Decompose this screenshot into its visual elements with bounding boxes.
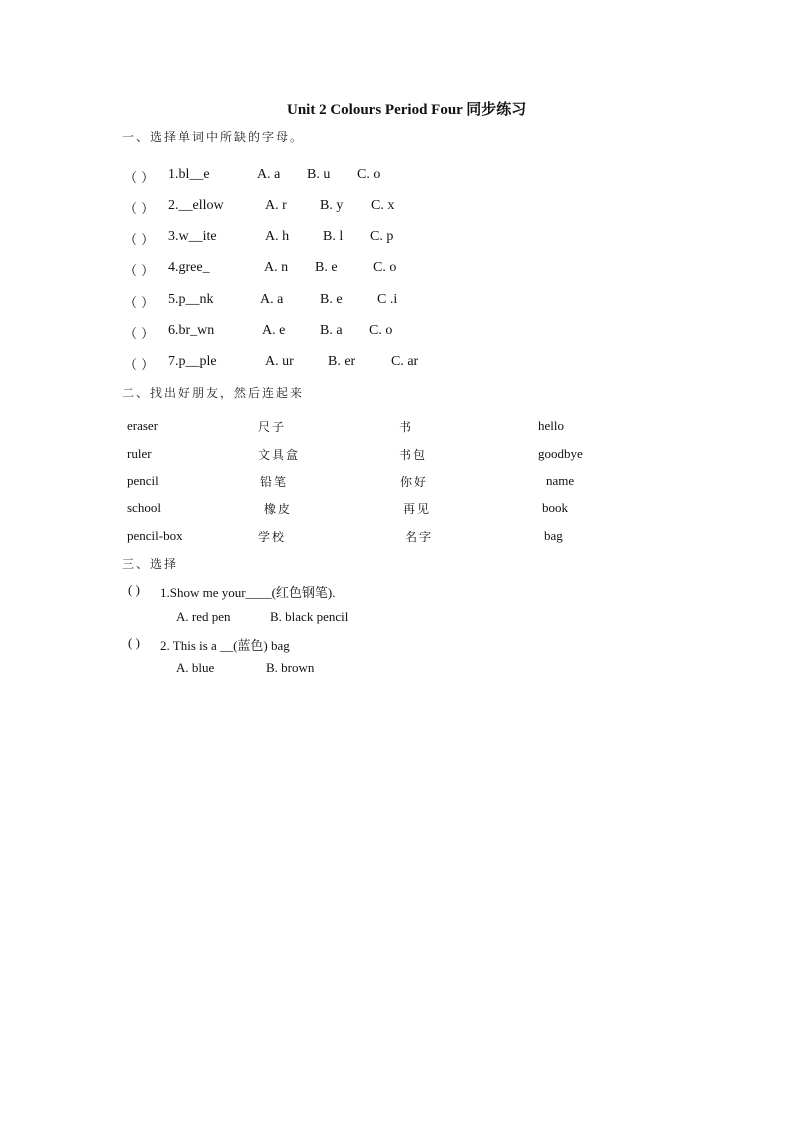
answer-blank: （ ）: [124, 296, 155, 311]
answer-blank: （ ）: [124, 233, 155, 248]
option-b: B. brown: [266, 660, 315, 675]
question-word: 3.w__ite: [168, 229, 217, 244]
section1-heading: 一、选择单词中所缺的字母。: [122, 130, 305, 144]
question-word: 2.__ellow: [168, 198, 224, 213]
chinese-word: 学校: [258, 530, 287, 544]
chinese-word: 名字: [405, 530, 434, 544]
option-a: A. r: [265, 198, 287, 213]
answer-blank: （ ）: [124, 358, 155, 373]
option-c: C. x: [371, 198, 395, 213]
option-a: A. red pen: [176, 609, 231, 624]
option-b: B. a: [320, 323, 343, 338]
english-word: goodbye: [538, 446, 583, 461]
question-stem: 2. This is a __(蓝色) bag: [160, 638, 290, 653]
answer-blank: （ ）: [124, 202, 155, 217]
question-stem: 1.Show me your____(红色钢笔).: [160, 585, 336, 600]
option-a: A. ur: [265, 354, 294, 369]
chinese-word: 文具盒: [258, 448, 301, 462]
option-c: C .i: [377, 292, 398, 307]
section3-heading: 三、选择: [122, 557, 179, 571]
question-word: 4.gree_: [168, 260, 210, 275]
page-title: Unit 2 Colours Period Four 同步练习: [287, 102, 527, 118]
english-word: eraser: [127, 418, 159, 433]
chinese-word: 铅笔: [260, 475, 289, 489]
answer-blank: （ ）: [124, 171, 155, 186]
option-b: B. u: [307, 167, 331, 182]
english-word: pencil-box: [127, 528, 183, 543]
english-word: name: [546, 473, 575, 488]
option-c: C. o: [373, 260, 397, 275]
question-word: 6.br_wn: [168, 323, 215, 338]
option-a: A. h: [265, 229, 290, 244]
answer-blank: ( ): [128, 582, 140, 597]
english-word: bag: [544, 528, 563, 543]
english-word: book: [542, 500, 568, 515]
english-word: school: [127, 500, 161, 515]
option-b: B. e: [320, 292, 343, 307]
question-word: 5.p__nk: [168, 292, 214, 307]
chinese-word: 你好: [400, 475, 429, 489]
option-a: A. n: [264, 260, 289, 275]
question-word: 1.bl__e: [168, 167, 210, 182]
option-b: B. e: [315, 260, 338, 275]
english-word: hello: [538, 418, 564, 433]
chinese-word: 再见: [403, 502, 432, 516]
question-word: 7.p__ple: [168, 354, 217, 369]
chinese-word: 书: [399, 420, 414, 434]
answer-blank: （ ）: [124, 327, 155, 342]
option-b: B. black pencil: [270, 609, 349, 624]
option-a: A. blue: [176, 660, 215, 675]
answer-blank: （ ）: [124, 264, 155, 279]
option-c: C. o: [357, 167, 381, 182]
option-a: A. e: [262, 323, 286, 338]
option-c: C. p: [370, 229, 394, 244]
chinese-word: 尺子: [258, 420, 287, 434]
option-b: B. y: [320, 198, 344, 213]
option-a: A. a: [260, 292, 284, 307]
option-c: C. o: [369, 323, 393, 338]
option-c: C. ar: [391, 354, 419, 369]
chinese-word: 书包: [399, 448, 428, 462]
section2-heading: 二、找出好朋友，然后连起来: [122, 386, 305, 400]
english-word: pencil: [127, 473, 159, 488]
chinese-word: 橡皮: [264, 502, 293, 516]
option-b: B. l: [323, 229, 344, 244]
option-b: B. er: [328, 354, 356, 369]
option-a: A. a: [257, 167, 281, 182]
answer-blank: ( ): [128, 635, 140, 650]
english-word: ruler: [127, 446, 152, 461]
